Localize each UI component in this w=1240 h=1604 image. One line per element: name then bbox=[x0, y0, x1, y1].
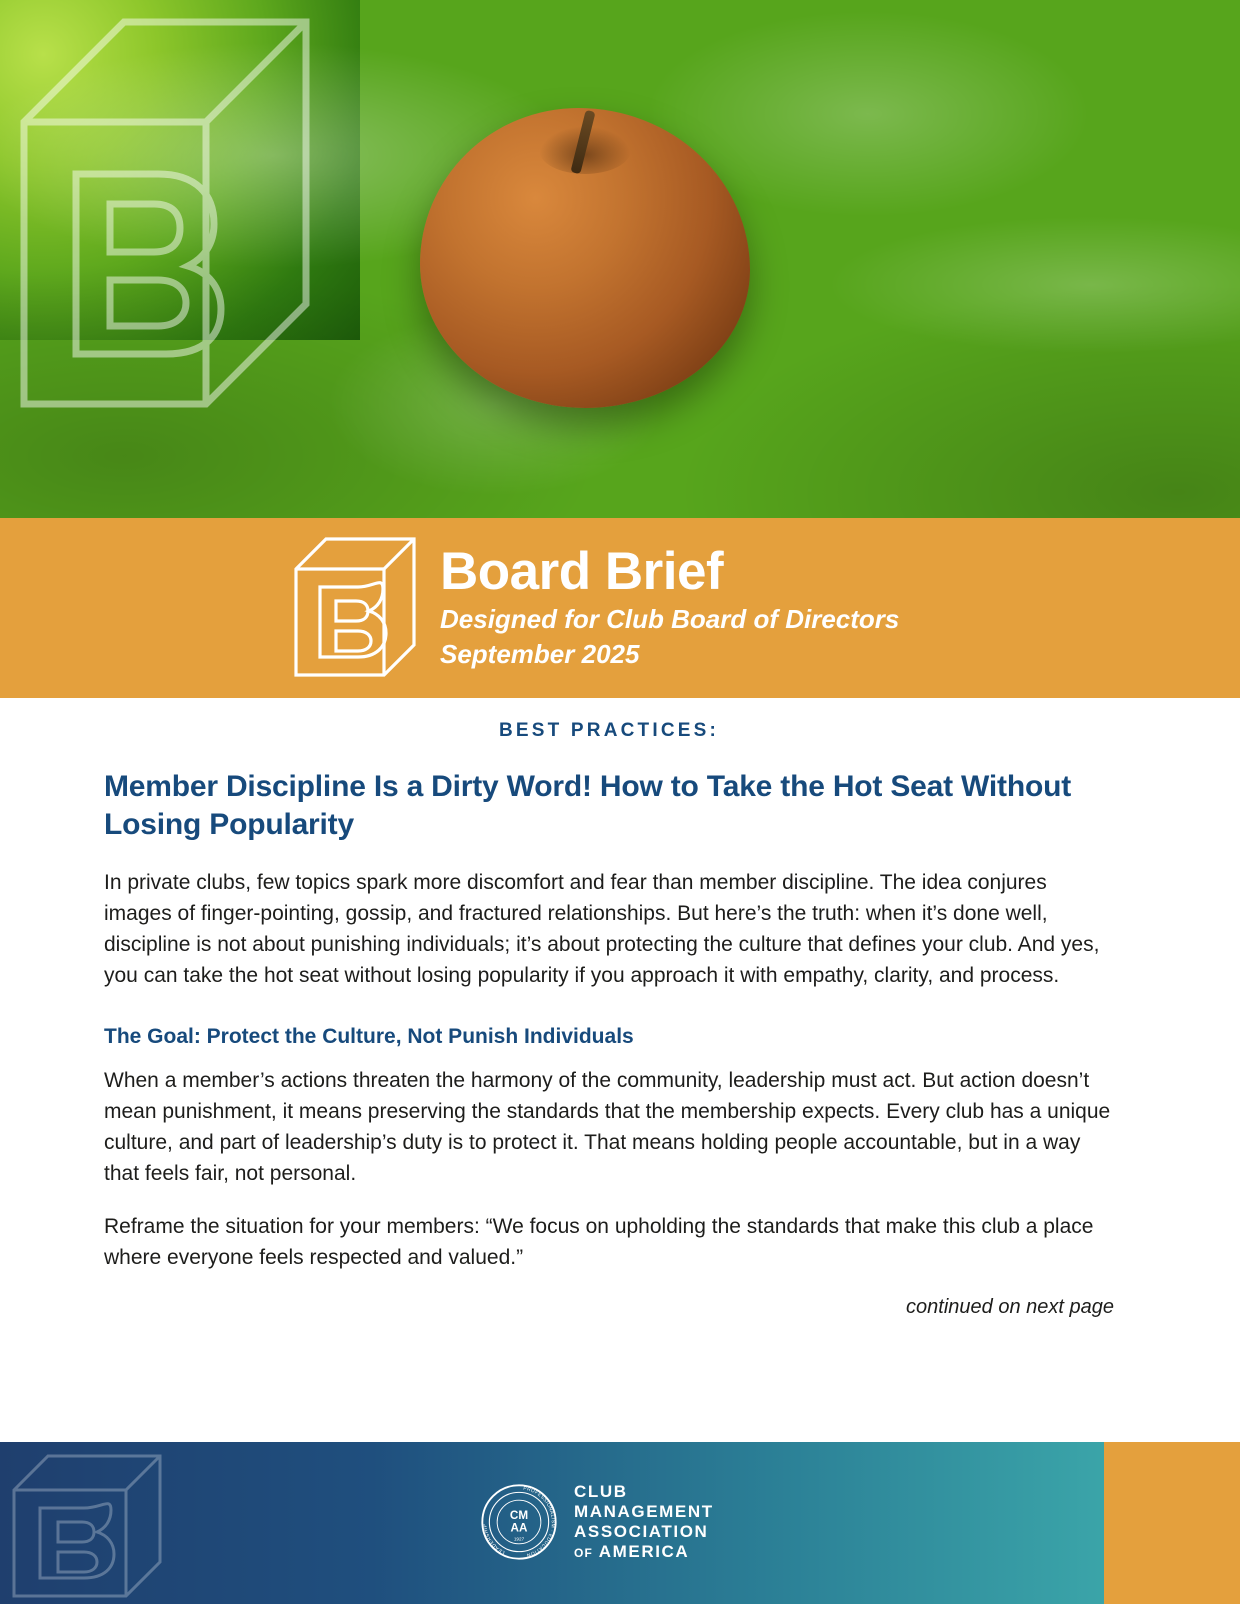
cmaa-word-of: OF bbox=[574, 1546, 594, 1561]
rotten-apple bbox=[420, 108, 750, 408]
banner-text-block bbox=[440, 544, 899, 672]
publication-subtitle: Designed for Club Board of Directors bbox=[440, 603, 900, 634]
article-paragraph: Reframe the situation for your members: “We focus on upholding the standards that make this club a place where everyone feels respected and valued.” bbox=[104, 1215, 1094, 1270]
cmaa-seal-icon bbox=[480, 1483, 558, 1561]
svg-text:CM: CM bbox=[509, 1508, 529, 1522]
svg-text:AA: AA bbox=[510, 1521, 528, 1535]
article bbox=[104, 720, 1114, 1319]
article-kicker: BEST PRACTICES: bbox=[498, 720, 720, 741]
article-paragraph: When a member’s actions threaten the harmony of the community, leadership must act. But action doesn’t mean punishment, it means preserving the standards that the membership expects. Every club has a unique culture, and part of leadership’s duty is to protect it. That means holding people accountable, but in a way that feels fair, not personal. bbox=[104, 1069, 1111, 1186]
publication-title: Board Brief bbox=[440, 542, 724, 602]
cmaa-word-club: CLUB bbox=[574, 1482, 628, 1501]
hero-image bbox=[0, 0, 1240, 518]
svg-text:1927: 1927 bbox=[513, 1536, 525, 1542]
footer-accent-block bbox=[1104, 1442, 1240, 1604]
svg-text:PROFESSIONALISM · EDUCATION: PROFESSIONALISM · EDUCATION bbox=[522, 1486, 555, 1558]
svg-text:LEADERSHIP: LEADERSHIP bbox=[483, 1523, 506, 1555]
article-intro-paragraph: In private clubs, few topics spark more discomfort and fear than member discipline. The idea conjures images of finger-pointing, gossip, and fractured relationships. But here’s the truth: when it’s done well, discipline is not about punishing individuals; it’s about protecting the culture that defines your club. And yes, you can take the hot seat without losing popularity if you approach it with empathy, clarity, and process. bbox=[104, 870, 1100, 988]
banner bbox=[0, 518, 1240, 698]
continued-note: continued on next page bbox=[906, 1295, 1114, 1318]
publication-date: September 2025 bbox=[440, 638, 640, 669]
cmaa-word-management: MANAGEMENT bbox=[574, 1502, 714, 1522]
cmaa-word-america bbox=[574, 1542, 714, 1562]
article-headline: Member Discipline Is a Dirty Word! How to Take the Hot Seat Without Losing Popularity bbox=[104, 770, 1071, 842]
apple-dimple bbox=[539, 126, 631, 174]
article-subheading: The Goal: Protect the Culture, Not Punish Individuals bbox=[104, 1025, 634, 1049]
board-brief-b-logo-watermark-icon bbox=[6, 4, 336, 514]
cmaa-wordmark bbox=[574, 1482, 714, 1562]
footer bbox=[0, 1442, 1240, 1604]
cmaa-branding bbox=[480, 1482, 714, 1562]
board-brief-b-logo-icon bbox=[290, 533, 420, 683]
board-brief-b-logo-watermark-icon bbox=[8, 1450, 168, 1600]
cmaa-word-america-label: AMERICA bbox=[598, 1542, 690, 1562]
cmaa-word-association: ASSOCIATION bbox=[574, 1522, 709, 1542]
